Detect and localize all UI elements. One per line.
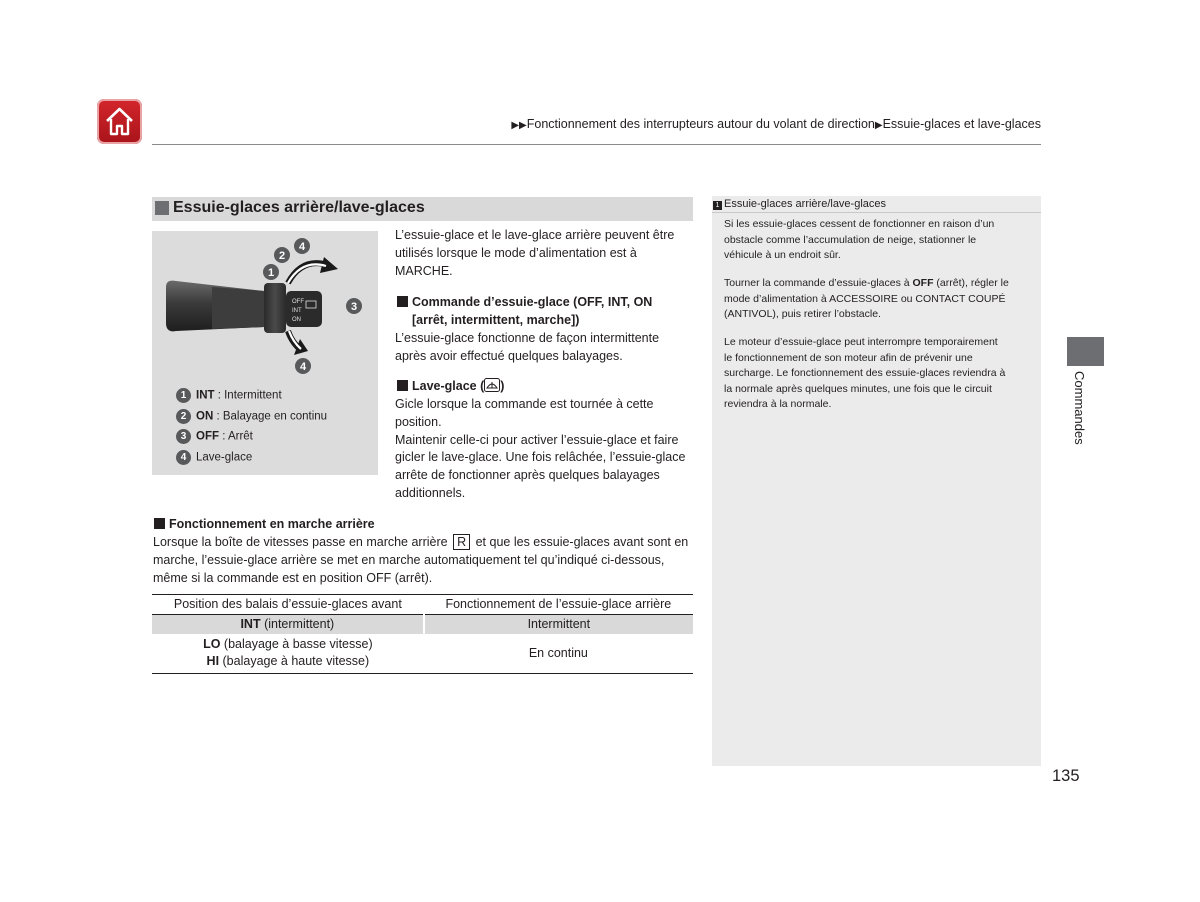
breadcrumb-arrow-icon: ▶▶ (511, 120, 527, 131)
cell-text: (balayage à haute vitesse) (219, 654, 370, 668)
heading-square-icon (397, 296, 408, 307)
text-line: L’essuie-glace fonctionne de façon intermittente (395, 331, 660, 345)
breadcrumb-arrow-icon: ▶ (874, 120, 883, 131)
heading-square-icon (154, 518, 165, 529)
legend-text: Lave-glace (196, 451, 253, 464)
side-note-column (712, 196, 1041, 766)
text-fragment: et que les essuie-glaces avant sont en (475, 535, 689, 549)
cell-text: (balayage à basse vitesse) (220, 637, 373, 651)
wiper-stalk-diagram (152, 231, 378, 381)
legend-key: OFF (196, 430, 219, 443)
heading-text: Fonctionnement en marche arrière (169, 517, 375, 531)
callout-4-top (294, 238, 310, 254)
breadcrumb-link-wipers[interactable]: Essuie-glaces et lave-glaces (882, 117, 1041, 131)
washer-paragraph (395, 396, 685, 503)
home-icon (103, 105, 136, 138)
cell-text: (intermittent) (260, 617, 335, 631)
text-line: position. (395, 414, 442, 429)
text-line: Si les essuie-glaces cessent de fonctionner en raison d’un (724, 218, 995, 230)
side-note-paragraph (724, 217, 1034, 264)
home-button[interactable] (97, 99, 142, 144)
section-heading (152, 197, 693, 221)
chapter-tab-label[interactable]: Commandes (1072, 371, 1087, 445)
table-cell: En continu (424, 634, 693, 674)
table-row (152, 615, 693, 635)
text-line: additionnels. (395, 485, 466, 500)
legend-item-int (176, 388, 282, 403)
wiper-stalk-figure (152, 231, 378, 475)
legend-item-on (176, 409, 327, 424)
text-fragment: (arrêt), régler le (933, 277, 1009, 289)
text-fragment: OFF (912, 277, 934, 289)
svg-text:3: 3 (350, 301, 358, 313)
cell-key: LO (203, 637, 221, 651)
text-line (153, 534, 698, 552)
legend-text: : Intermittent (214, 389, 282, 402)
switch-paragraph (395, 330, 659, 366)
svg-text:4: 4 (298, 241, 306, 253)
section-title: Essuie-glaces arrière/lave-glaces (173, 199, 425, 216)
text-line: gicler le lave-glace. Une fois relâchée, l’essuie-glace (395, 450, 686, 465)
side-note-paragraph (724, 335, 1034, 413)
legend-number: 1 (176, 388, 191, 403)
text-line: marche, l’essuie-glace arrière se met en marche automatiquement tel qu’indiqué ci-dessous, (153, 552, 665, 567)
heading-text: Lave-glace ( (412, 379, 485, 393)
text-line: surcharge. Le fonctionnement des essuie-glaces reviendra à (724, 367, 1006, 379)
text-line: après avoir effectué quelques balayages. (395, 348, 623, 363)
text-line: véhicule à un endroit sûr. (724, 249, 841, 261)
heading-text: ) (500, 379, 505, 393)
svg-text:1: 1 (267, 267, 275, 279)
washer-heading (397, 378, 504, 396)
legend-item-washer (176, 450, 252, 465)
legend-number: 3 (176, 429, 191, 444)
heading-line: Commande d’essuie-glace (OFF, INT, ON (412, 295, 653, 309)
table-header-front: Position des balais d’essuie-glaces avant (152, 595, 424, 615)
callout-2 (274, 247, 290, 263)
intro-paragraph (395, 227, 674, 280)
side-note-heading (712, 196, 1041, 213)
chapter-tab[interactable] (1067, 337, 1104, 366)
callout-4-bottom (295, 358, 311, 374)
table-row (152, 634, 693, 674)
legend-number: 4 (176, 450, 191, 465)
legend-text: : Arrêt (219, 430, 253, 443)
svg-text:4: 4 (299, 361, 307, 373)
text-line: Le moteur d’essuie-glace peut interrompre temporairement (724, 336, 998, 348)
heading-square-icon (155, 201, 169, 215)
text-line: L’essuie-glace et le lave-glace arrière peuvent être (395, 228, 675, 242)
page-number: 135 (1052, 767, 1080, 785)
reverse-paragraph (153, 534, 698, 587)
side-note-title: Essuie-glaces arrière/lave-glaces (724, 198, 887, 210)
knob-label-on: ON (292, 317, 301, 323)
callout-3 (346, 298, 362, 314)
svg-text:2: 2 (278, 250, 286, 262)
table-cell (152, 634, 424, 674)
cell-key: HI (206, 654, 220, 668)
text-line: (ANTIVOL), puis retirer l’obstacle. (724, 308, 881, 320)
table-cell (152, 615, 424, 635)
cell-key: INT (240, 617, 261, 631)
side-note-paragraph (724, 276, 1034, 323)
text-line: Maintenir celle-ci pour activer l’essuie-glace et faire (395, 432, 679, 447)
knob-label-int: INT (292, 308, 302, 314)
legend-text: : Balayage en continu (213, 410, 328, 423)
reverse-heading (154, 516, 375, 534)
text-line: reviendra à la normale. (724, 398, 832, 410)
callout-1 (263, 264, 279, 280)
text-line: Gicle lorsque la commande est tournée à cette (395, 397, 654, 411)
breadcrumb-link-switches[interactable]: Fonctionnement des interrupteurs autour du volant de direction (526, 117, 875, 131)
table-header-rear: Fonctionnement de l’essuie-glace arrière (424, 595, 693, 615)
heading-square-icon (397, 380, 408, 391)
knob-label-off: OFF (292, 299, 304, 305)
table-header-row (152, 595, 693, 615)
washer-symbol-icon (484, 378, 500, 392)
legend-key: INT (196, 389, 215, 402)
text-fragment: Tourner la commande d’essuie-glaces à (724, 277, 913, 289)
text-line: MARCHE. (395, 263, 453, 278)
text-line: la normale après quelques minutes, une fois que le circuit (724, 382, 992, 395)
text-line: obstacle comme l’accumulation de neige, stationner le (724, 233, 977, 246)
switch-heading (397, 294, 652, 330)
legend-number: 2 (176, 409, 191, 424)
text-line: le fonctionnement de son moteur afin de prévenir une (724, 351, 973, 364)
legend-item-off (176, 429, 253, 444)
legend-key: ON (196, 410, 214, 423)
heading-line: [arrêt, intermittent, marche]) (412, 312, 580, 327)
reverse-gear-key: R (453, 534, 470, 550)
note-marker-icon: 1 (713, 201, 722, 210)
breadcrumb (511, 117, 1041, 131)
text-line: même si la commande est en position OFF (arrêt). (153, 570, 433, 585)
header-divider (152, 144, 1041, 145)
text-line: arrête de fonctionner après quelques balayages (395, 468, 660, 483)
text-line: utilisés lorsque le mode d’alimentation est à (395, 245, 637, 260)
wiper-position-table (152, 594, 693, 674)
text-line (724, 276, 1034, 292)
text-line: mode d’alimentation à ACCESSOIRE ou CONTACT COUPÉ (724, 292, 1006, 305)
table-cell: Intermittent (424, 615, 693, 635)
text-fragment: Lorsque la boîte de vitesses passe en marche arrière (153, 535, 448, 549)
